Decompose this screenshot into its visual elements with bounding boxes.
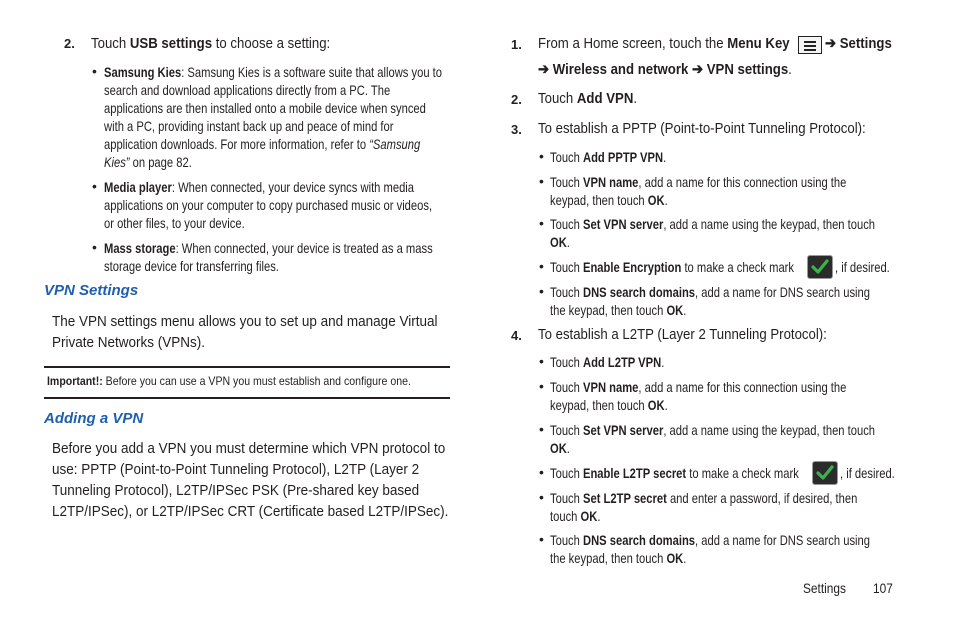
adding-vpn-paragraph: Before you add a VPN you must determine which VPN protocol to use: PPTP (Point-to-Point Tunneling Protocol), L2TP (Layer 2 Tunneling Protocol), L2TP/IPSec PSK (Pre-shared key based L2TP/IPSec), or L2TP/IPSec CRT (Certificate based L2TP/IPSec). [52,440,449,520]
step-number: 4. [511,328,522,343]
l2tp-vpn-name: Touch VPN name, add a name for this connection using the keypad, then touch OK. [550,379,847,413]
bullet-marker: • [539,421,544,437]
bullet-marker: • [539,215,544,231]
l2tp-set-vpn-server: Touch Set VPN server, add a name using the keypad, then touch OK. [550,422,876,456]
footer-section-name: Settings [803,580,847,596]
l2tp-set-secret: Touch Set L2TP secret and enter a password, if desired, then touch OK. [550,490,858,524]
important-note: Important!: Before you can use a VPN you must establish and configure one. [47,374,411,388]
bullet-media-player: Media player: When connected, your device syncs with media applications on your computer to copy purchased music or videos, or other files, to your device. [104,179,433,231]
step-1-line-2: ➔ Wireless and network ➔ VPN settings. [538,61,792,78]
step-number: 3. [511,122,522,137]
pptp-dns-search: Touch DNS search domains, add a name for DNS search using the keypad, then touch OK. [550,284,870,318]
step-2: Touch Add VPN. [538,90,638,107]
menu-key-icon [798,36,822,54]
bullet-samsung-kies: Samsung Kies: Samsung Kies is a software suite that allows you to search and download applications directly from a PC. The applications are then installed onto a mobile device when synced with a PC, providing instant back up and peace of mind for application downloads. For more information, refer to “Samsung Kies” on page 82. [104,64,443,170]
section-heading-adding-vpn: Adding a VPN [44,410,144,427]
vpn-settings-paragraph: The VPN settings menu allows you to set up and manage Virtual Private Networks (VPNs). [52,313,438,351]
bullet-marker: • [539,148,544,164]
bullet-marker: • [539,173,544,189]
samsung-kies-reference[interactable]: “Samsung [369,136,421,152]
bullet-marker: • [92,239,97,255]
bullet-marker: • [539,283,544,299]
check-mark-icon [808,256,832,278]
check-mark-icon [813,462,837,484]
note-bottom-rule [44,397,450,399]
bullet-marker: • [539,353,544,369]
pptp-enable-encryption: Touch Enable Encryption to make a check mark [550,259,794,275]
step-1-line-1: From a Home screen, touch the Menu Key [538,35,790,52]
step-number: 2. [511,92,522,107]
bullet-marker: • [92,178,97,194]
bullet-mass-storage: Mass storage: When connected, your device is treated as a mass storage device for transferring files. [104,240,433,274]
pptp-enable-encryption-tail: , if desired. [835,259,890,275]
pptp-set-vpn-server: Touch Set VPN server, add a name using the keypad, then touch OK. [550,216,876,250]
page-number: 107 [873,580,893,596]
l2tp-add-vpn: Touch Add L2TP VPN. [550,354,665,370]
pptp-vpn-name: Touch VPN name, add a name for this connection using the keypad, then touch OK. [550,174,847,208]
bullet-marker: • [539,531,544,547]
usb-step-2-text: Touch USB settings to choose a setting: [91,35,331,52]
step-number: 1. [511,37,522,52]
l2tp-enable-secret-tail: , if desired. [840,465,895,481]
note-top-rule [44,366,450,368]
step-4: To establish a L2TP (Layer 2 Tunneling Protocol): [538,326,827,343]
bullet-marker: • [539,489,544,505]
l2tp-dns-search: Touch DNS search domains, add a name for DNS search using the keypad, then touch OK. [550,532,870,566]
bullet-marker: • [92,63,97,79]
bullet-marker: • [539,258,544,274]
step-3: To establish a PPTP (Point-to-Point Tunneling Protocol): [538,120,866,137]
usb-step-2 [64,34,75,54]
l2tp-enable-secret: Touch Enable L2TP secret to make a check mark [550,465,799,481]
step-1-line-1-tail: ➔ Settings [825,35,892,52]
bullet-marker: • [539,464,544,480]
pptp-add-vpn: Touch Add PPTP VPN. [550,149,667,165]
bullet-marker: • [539,378,544,394]
section-heading-vpn-settings: VPN Settings [44,282,139,299]
step-number: 2. [64,36,75,51]
